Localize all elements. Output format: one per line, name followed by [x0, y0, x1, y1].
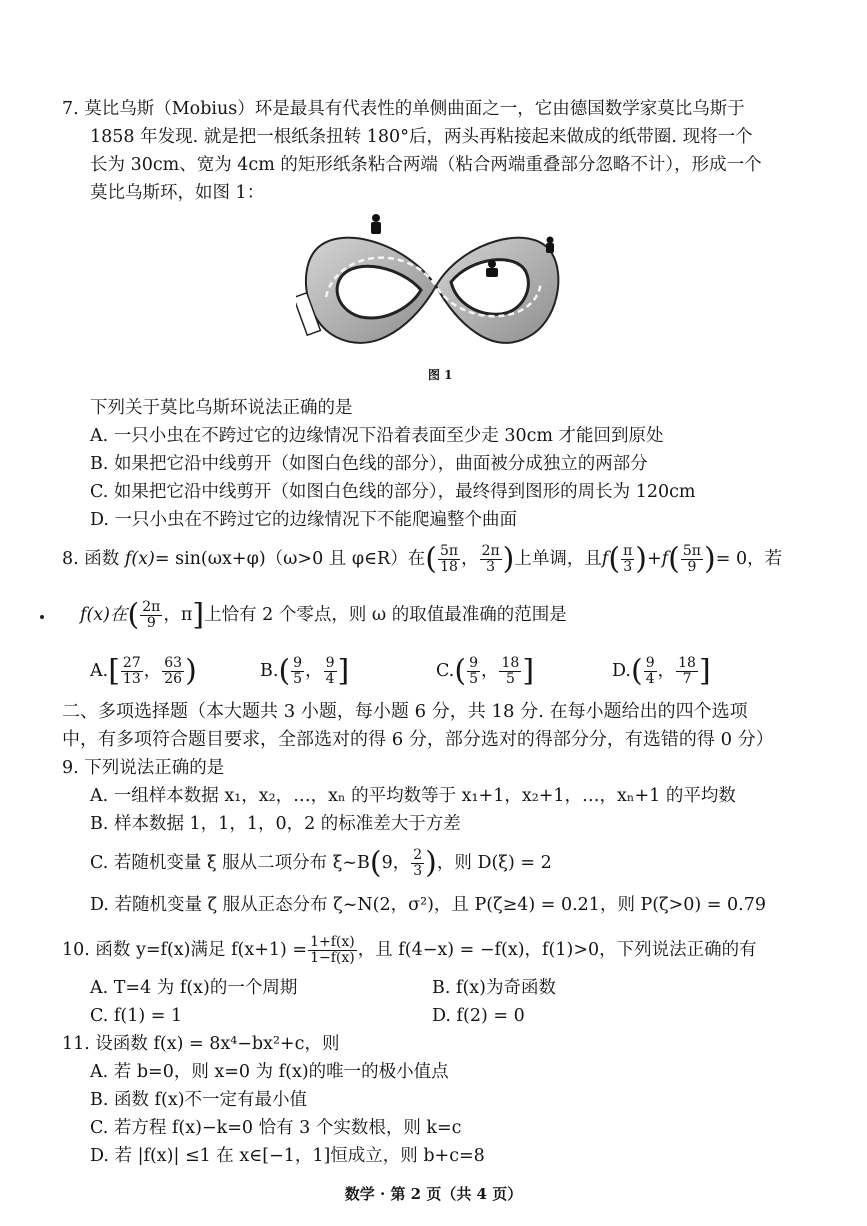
q11-option-b: B. 函数 f(x)不一定有最小值 — [90, 1090, 308, 1110]
q10-option-a: A. T=4 为 f(x)的一个周期 — [90, 978, 298, 998]
frac: $\frac{5\pi}{18}$ — [439, 543, 459, 575]
q7-line-4: 莫比乌斯环，如图 1： — [90, 183, 265, 203]
section-2-heading: 二、多项选择题（本大题共 3 小题，每小题 6 分，共 18 分. 在每小题给出的四个选项 — [62, 701, 748, 722]
frac: $\frac{5\pi}{9}$ — [682, 543, 701, 575]
q9-option-d: D. 若随机变量 ζ 服从正态分布 ζ~N(2，σ²)，且 P(ζ≥4) = 0.21，则 P(ζ>0) = 0.79 — [90, 895, 766, 915]
q8-line-2: f(x)在( $\frac{2\pi}{9}$ ，π]上恰有 2 个零点，则 ω 的取值最准确的范围是 — [80, 597, 567, 633]
margin-dot — [40, 615, 44, 619]
frac: $\frac{63}{26}$ — [164, 655, 183, 687]
q7-stem: 下列关于莫比乌斯环说法正确的是 — [90, 398, 353, 418]
figure-caption: 图 1 — [428, 368, 453, 382]
mobius-strip-figure — [296, 212, 568, 360]
q11-option-d: D. 若 |f(x)| ≤1 在 x∈[−1，1]恒成立，则 b+c=8 — [90, 1146, 485, 1166]
q7-option-b: B. 如果把它沿中线剪开（如图白色线的部分），曲面被分成独立的两部分 — [90, 454, 648, 474]
q8-number: 8. 函数 — [62, 549, 120, 569]
q8-monotonic: 上单调，且 — [514, 549, 602, 569]
q9-option-b: B. 样本数据 1，1，1，0，2 的标准差大于方差 — [90, 814, 461, 834]
frac: $\frac{\pi}{3}$ — [623, 543, 633, 575]
q8-definition: = sin(ωx+φ)（ω>0 且 φ∈R）在 — [154, 549, 426, 569]
q9-stem: 9. 下列说法正确的是 — [62, 758, 225, 778]
frac: $\frac{27}{13}$ — [122, 655, 141, 687]
frac: $\frac{2}{3}$ — [413, 847, 423, 879]
q11-stem: 11. 设函数 f(x) = 8x⁴−bx²+c，则 — [62, 1034, 340, 1054]
frac: $\frac{1+f(x)}{1-f(x)}$ — [310, 934, 355, 966]
q11-option-a: A. 若 b=0，则 x=0 为 f(x)的唯一的极小值点 — [90, 1062, 449, 1082]
q7-line-2: 1858 年发现. 就是把一根纸条扭转 180°后，两头再粘接起来做成的纸带圈. 现将一个 — [90, 127, 753, 147]
frac: $\frac{2\pi}{9}$ — [142, 599, 161, 631]
q8-option-d: D.( $\frac{9}{4}$ ， $\frac{18}{7}$ ] — [612, 653, 711, 689]
q7-option-a: A. 一只小虫在不跨过它的边缘情况下沿着表面至少走 30cm 才能回到原处 — [90, 426, 664, 446]
q8-option-b: B.( $\frac{9}{5}$ ， $\frac{9}{4}$ ] — [260, 653, 350, 689]
section-2-heading-cont: 中，有多项符合题目要求，全部选对的得 6 分，部分选对的得部分分，有选错的得 0 分） — [62, 729, 774, 750]
q10-option-b: B. f(x)为奇函数 — [432, 978, 556, 998]
q9-option-a: A. 一组样本数据 x₁，x₂，…，xₙ 的平均数等于 x₁+1，x₂+1，…，xₙ+1 的平均数 — [90, 786, 736, 806]
q7-line-1: 7. 莫比乌斯（Mobius）环是最具有代表性的单侧曲面之一，它由德国数学家莫比乌斯于 — [62, 99, 745, 119]
frac: $\frac{9}{5}$ — [469, 655, 478, 687]
q8-option-a: A.[ $\frac{27}{13}$ ， $\frac{63}{26}$ ) — [90, 653, 197, 689]
q8-option-c: C.( $\frac{9}{5}$ ， $\frac{18}{5}$ ] — [436, 653, 535, 689]
q11-option-c: C. 若方程 f(x)−k=0 恰有 3 个实数根，则 k=c — [90, 1118, 462, 1138]
frac: $\frac{18}{7}$ — [678, 655, 696, 687]
q10-option-c: C. f(1) = 1 — [90, 1006, 183, 1026]
page-footer: 数学 · 第 2 页（共 4 页） — [344, 1185, 523, 1203]
q7-line-3: 长为 30cm、宽为 4cm 的矩形纸条粘合两端（粘合两端重叠部分忽略不计），形成一个 — [90, 155, 762, 175]
q7-option-c: C. 如果把它沿中线剪开（如图白色线的部分），最终得到图形的周长为 120cm — [90, 482, 696, 502]
q10-option-d: D. f(2) = 0 — [432, 1006, 525, 1026]
frac: $\frac{9}{4}$ — [325, 655, 335, 687]
frac: $\frac{18}{5}$ — [501, 655, 520, 687]
q9-option-c: C. 若随机变量 ξ 服从二项分布 ξ~B(9， $\frac{2}{3}$ )，则 D(ξ) = 2 — [90, 845, 552, 881]
frac: $\frac{9}{5}$ — [293, 655, 303, 687]
q10-stem: 10. 函数 y=f(x)满足 f(x+1) = $\frac{1+f(x)}{1-f(x)}$ ，且 f(4−x) = −f(x)，f(1)>0，下列说法正确的有 — [62, 934, 757, 966]
frac: $\frac{2\pi}{3}$ — [481, 543, 500, 575]
q7-option-d: D. 一只小虫在不跨过它的边缘情况下不能爬遍整个曲面 — [90, 510, 518, 530]
q8-line-1: 8. 函数 f(x)= sin(ωx+φ)（ω>0 且 φ∈R）在( $\frac{5\pi}{18}$ ， $\frac{2\pi}{3}$ )上单调，且f( $\frac{\pi}{3}$ )+f( $\frac{5\pi}{9}$ )= 0，若 — [62, 541, 783, 577]
q8-function: f(x) — [124, 549, 155, 569]
frac: $\frac{9}{4}$ — [645, 655, 655, 687]
